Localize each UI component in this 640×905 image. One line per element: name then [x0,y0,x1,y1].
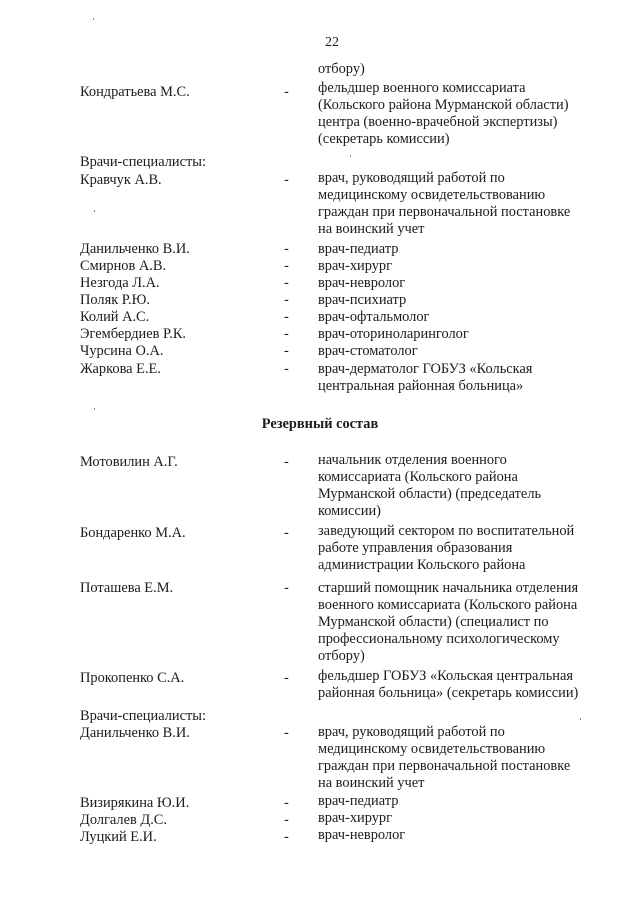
dash: - [284,454,289,470]
dash: - [284,829,289,845]
dash: - [284,725,289,741]
member-name: Визирякина Ю.И. [80,795,190,811]
member-role-line: врач-хирург [318,810,393,826]
member-name: Бондаренко М.А. [80,525,186,541]
member-role-line: врач-стоматолог [318,343,418,359]
member-role-line: врач-дерматолог ГОБУЗ «Кольская [318,361,533,377]
member-role-line: (секретарь комиссии) [318,131,450,147]
member-role-line: граждан при первоначальной постановке [318,758,571,774]
dash: - [284,361,289,377]
member-role-line: администрации Кольского района [318,557,526,573]
member-role-line: отбору) [318,648,365,664]
member-role-line: на воинский учет [318,775,425,791]
member-role-line: медицинскому освидетельствованию [318,741,546,757]
member-role-line: врач-офтальмолог [318,309,430,325]
member-role-line: Мурманской области) (специалист по [318,614,549,630]
dash: - [284,309,289,325]
member-role-line: граждан при первоначальной постановке [318,204,571,220]
member-role-line: комиссариата (Кольского района [318,469,518,485]
member-role-line: заведующий сектором по воспитательной [318,523,575,539]
member-role-line: врач, руководящий работой по [318,724,505,740]
member-name: Мотовилин А.Г. [80,454,178,470]
member-name: Долгалев Д.С. [80,812,167,828]
member-role-line: Мурманской области) (председатель [318,486,542,502]
section-heading-specialists: Врачи-специалисты: [80,154,206,170]
member-name: Прокопенко С.А. [80,670,185,686]
scan-speck [94,210,95,212]
member-role-line: врач-педиатр [318,793,399,809]
dash: - [284,275,289,291]
member-name: Кравчук А.В. [80,172,162,188]
member-name: Луцкий Е.И. [80,829,157,845]
dash: - [284,812,289,828]
dash: - [284,795,289,811]
page-number: 22 [325,35,339,50]
dash: - [284,172,289,188]
member-role-line: врач-педиатр [318,241,399,257]
member-role-line: военного комиссариата (Кольского района [318,597,578,613]
member-role-line: фельдшер ГОБУЗ «Кольская центральная [318,668,573,684]
member-role-line: комиссии) [318,503,381,519]
scan-speck [580,718,581,720]
member-role-line: медицинскому освидетельствованию [318,187,546,203]
member-name: Данильченко В.И. [80,241,190,257]
dash: - [284,525,289,541]
section-heading-reserve-specialists: Врачи-специалисты: [80,708,206,724]
dash: - [284,670,289,686]
member-name: Незгода Л.А. [80,275,160,291]
scan-speck [93,18,94,20]
member-role-line: врач-невролог [318,275,406,291]
member-role-line: врач-невролог [318,827,406,843]
dash: - [284,84,289,100]
member-name: Данильченко В.И. [80,725,190,741]
member-role-line: врач-психиатр [318,292,407,308]
member-role-line: врач-хирург [318,258,393,274]
member-role-line: районная больница» (секретарь комиссии) [318,685,579,701]
member-role-line: начальник отделения военного [318,452,507,468]
dash: - [284,258,289,274]
member-name: Смирнов А.В. [80,258,167,274]
member-role-line: врач, руководящий работой по [318,170,505,186]
dash: - [284,580,289,596]
dash: - [284,292,289,308]
member-role-line: на воинский учет [318,221,425,237]
dash: - [284,326,289,342]
member-role-line: врач-оториноларинголог [318,326,469,342]
member-role-line: фельдшер военного комиссариата [318,80,526,96]
member-name: Эгембердиев Р.К. [80,326,187,342]
member-name: Жаркова Е.Е. [80,361,161,377]
member-role-line: профессиональному психологическому [318,631,560,647]
continuation-text: отбору) [318,61,365,77]
member-role-line: старший помощник начальника отделения [318,580,579,596]
member-name: Колий А.С. [80,309,150,325]
member-role-line: (Кольского района Мурманской области) [318,97,569,113]
dash: - [284,241,289,257]
member-role-line: центральная районная больница» [318,378,524,394]
section-heading-reserve: Резервный состав [261,416,379,432]
dash: - [284,343,289,359]
member-name: Поляк Р.Ю. [80,292,150,308]
scan-speck [350,155,351,157]
member-role-line: центра (военно-врачебной экспертизы) [318,114,558,130]
member-role-line: работе управления образования [318,540,513,556]
scan-speck [94,408,95,410]
member-name: Кондратьева М.С. [80,84,190,100]
member-name: Чурсина О.А. [80,343,164,359]
member-name: Поташева Е.М. [80,580,174,596]
